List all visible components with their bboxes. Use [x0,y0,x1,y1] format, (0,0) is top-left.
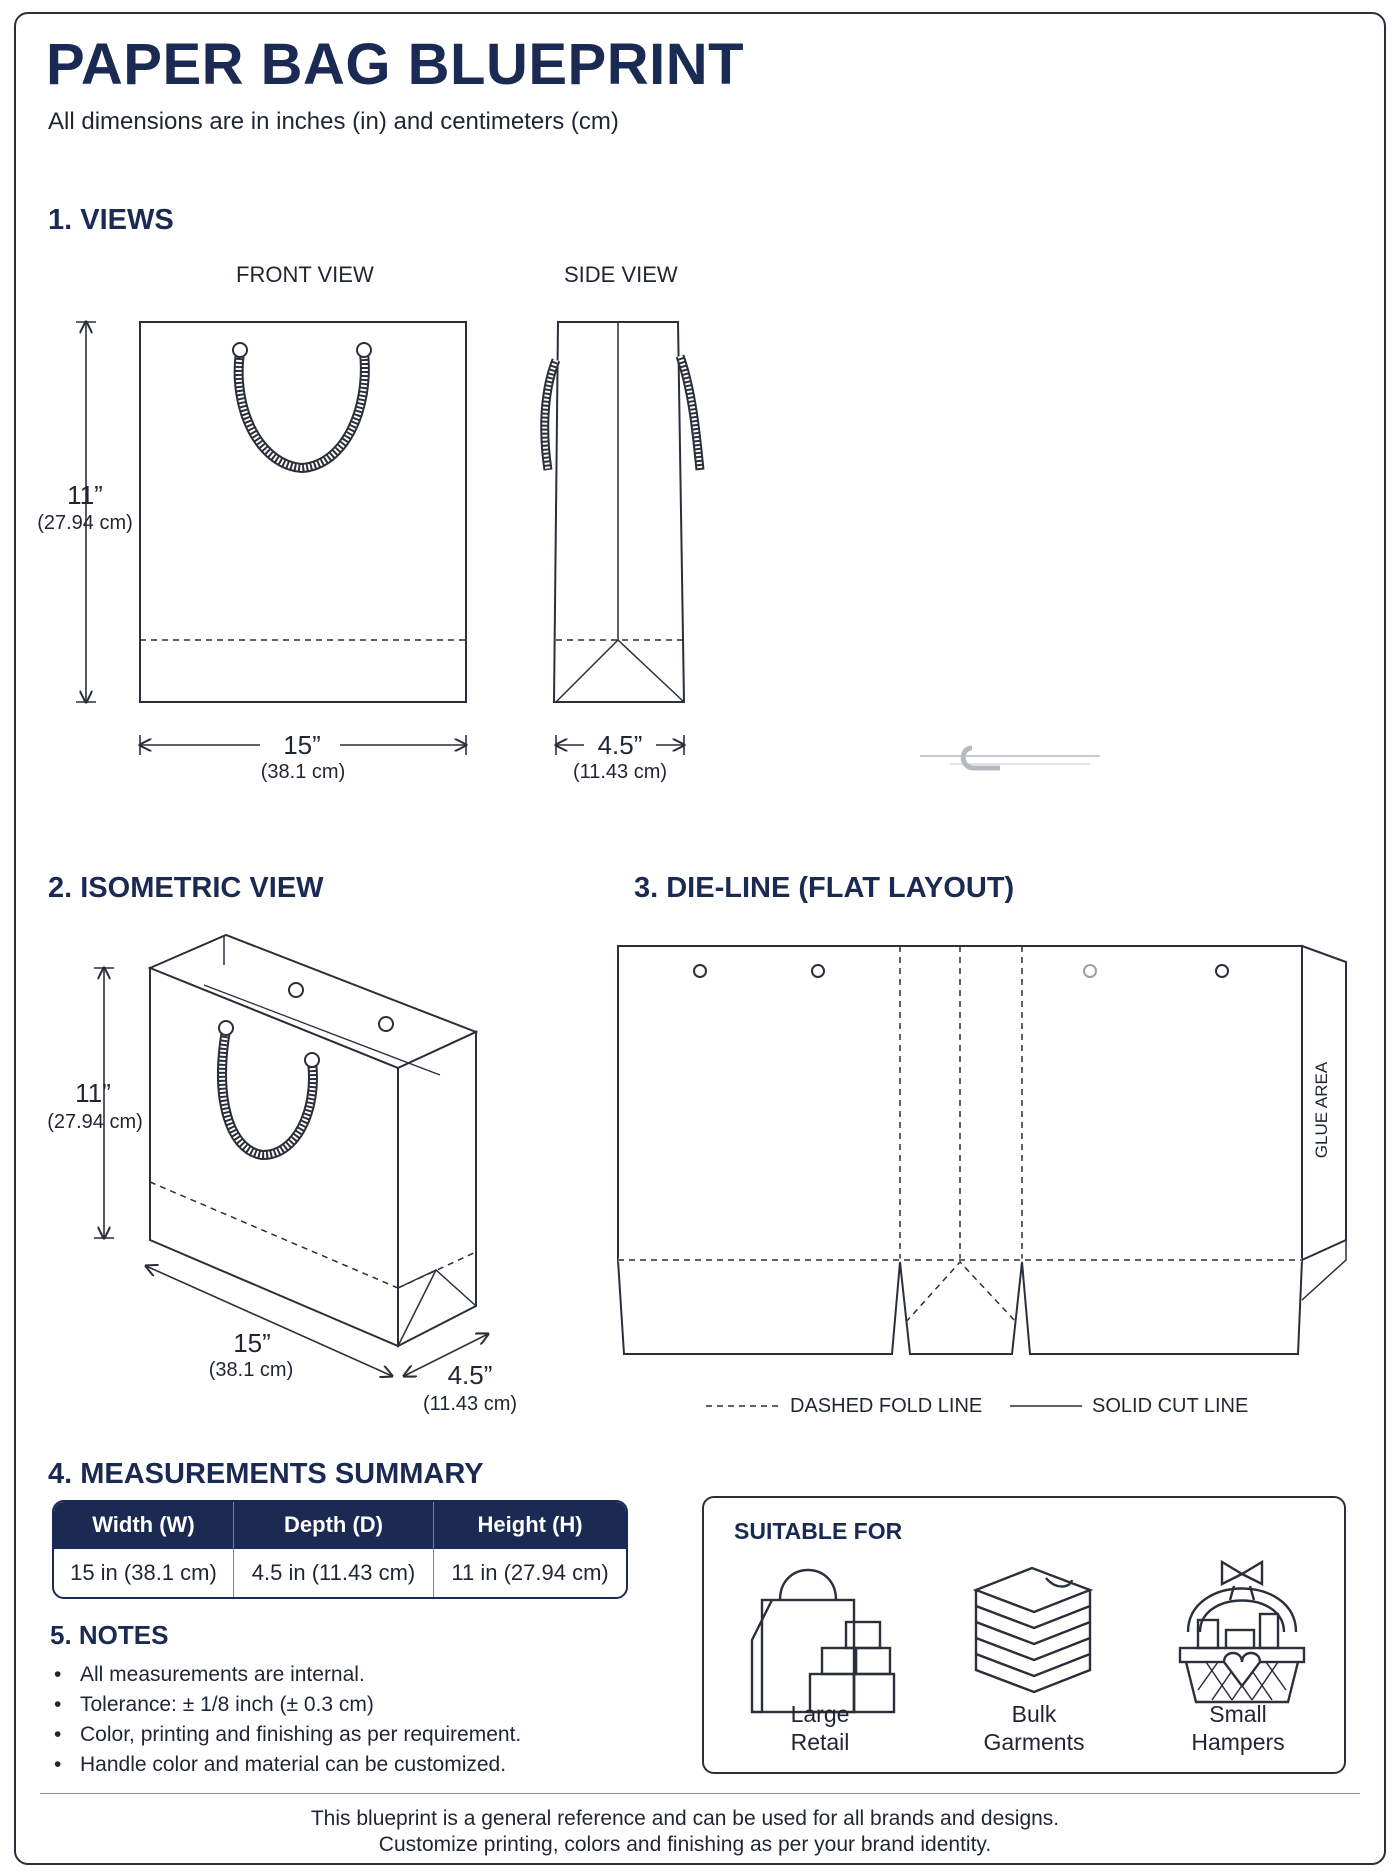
iso-depth-cm: (11.43 cm) [422,1393,518,1415]
legend-fold-label: DASHED FOLD LINE [790,1395,983,1417]
stray-handle-sketch [920,748,1100,768]
views-heading: 1. VIEWS [48,204,174,236]
front-height-in: 11” [67,480,103,510]
side-view-drawing [545,322,700,755]
footer-line-2: Customize printing, colors and finishing as per your brand identity. [378,1833,992,1856]
suitable-item-line2: Retail [790,1729,850,1755]
suitable-item-line2: Garments [983,1729,1085,1755]
depth-value: 4.5 in (11.43 cm) [233,1548,433,1597]
iso-width-cm: (38.1 cm) [208,1359,294,1381]
side-view-label: SIDE VIEW [564,262,678,287]
col-height-header: Height (H) [433,1502,626,1548]
footer-line-1: This blueprint is a general reference and can be used for all brands and designs. [310,1807,1060,1830]
iso-height-cm: (27.94 cm) [47,1111,143,1133]
front-width-cm: (38.1 cm) [260,761,346,783]
suitable-for-title: SUITABLE FOR [734,1518,903,1544]
dieline-heading: 3. DIE-LINE (FLAT LAYOUT) [634,872,1015,904]
dieline-drawing [618,946,1346,1406]
page-subtitle: All dimensions are in inches (in) and centimeters (cm) [48,108,619,135]
footer-divider [40,1793,1360,1794]
side-depth-cm: (11.43 cm) [572,761,668,783]
iso-width-in: 15” [233,1328,271,1358]
iso-depth-in: 4.5” [447,1360,493,1390]
isometric-drawing [94,935,488,1376]
notes-list [54,1660,521,1780]
suitable-item-line1: Small [1209,1701,1267,1727]
list-item: • All measurements are internal. [54,1660,521,1690]
side-depth-in: 4.5” [597,730,643,760]
suitable-item-line2: Hampers [1191,1729,1285,1755]
suitable-item-line1: Large [790,1701,850,1727]
height-value: 11 in (27.94 cm) [433,1548,626,1597]
col-width-header: Width (W) [54,1502,233,1548]
suitable-item-small-hampers [1158,1700,1318,1756]
suitable-item-line1: Bulk [1011,1701,1057,1727]
suitable-item-bulk-garments [954,1700,1114,1756]
front-view-drawing [76,322,466,755]
page-title: PAPER BAG BLUEPRINT [46,32,745,97]
notes-heading: 5. NOTES [50,1620,169,1650]
glue-area-label: GLUE AREA [1312,1061,1331,1159]
table-row [54,1548,626,1597]
suitable-item-large-retail [740,1700,900,1756]
iso-height-in: 11” [75,1078,111,1108]
front-width-in: 15” [283,730,321,760]
front-height-cm: (27.94 cm) [37,512,133,534]
width-value: 15 in (38.1 cm) [54,1548,233,1597]
front-view-label: FRONT VIEW [236,262,374,287]
list-item: • Handle color and material can be customized. [54,1750,521,1780]
legend-cut-label: SOLID CUT LINE [1092,1395,1249,1417]
list-item: • Color, printing and finishing as per requirement. [54,1720,521,1750]
list-item: • Tolerance: ± 1/8 inch (± 0.3 cm) [54,1690,521,1720]
measurements-header-row [54,1502,626,1548]
measurements-heading: 4. MEASUREMENTS SUMMARY [48,1458,484,1490]
col-depth-header: Depth (D) [233,1502,433,1548]
measurements-table [52,1500,628,1599]
isometric-heading: 2. ISOMETRIC VIEW [48,872,324,904]
